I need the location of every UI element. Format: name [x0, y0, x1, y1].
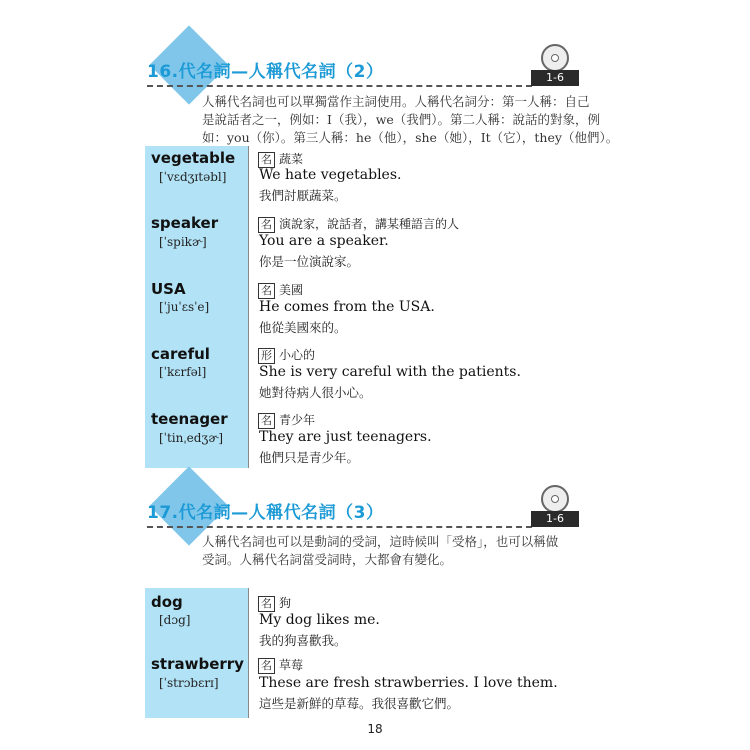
vocab-example-zh: 他們只是青少年。 [259, 450, 360, 465]
vocab-example-zh: 我的狗喜歡我。 [259, 633, 347, 648]
vocab-word: dog [151, 593, 183, 611]
pos-badge: 名 [258, 596, 275, 612]
pos-badge: 名 [258, 658, 275, 674]
vocab-pos [258, 656, 303, 674]
vocab-ipa: [ˈjuˈɛsˈe] [159, 300, 210, 314]
vocab-pos [258, 411, 315, 429]
vocab-word: USA [151, 280, 186, 298]
section-16-divider [147, 85, 532, 87]
vocab-ipa: [ˈspikɚ] [159, 235, 207, 249]
vocab-meaning: 青少年 [279, 413, 316, 427]
vocab-example-en: My dog likes me. [259, 612, 380, 628]
vocab-meaning: 演說家，說話者，講某種語言的人 [279, 217, 460, 231]
vocab-example-en: These are fresh strawberries. I love them. [259, 675, 558, 691]
pos-badge: 名 [258, 217, 275, 233]
pos-badge: 名 [258, 152, 275, 168]
vocab-example-zh: 這些是新鮮的草莓。我很喜歡它們。 [259, 696, 460, 711]
vocab-word: teenager [151, 410, 228, 428]
vocab-pos [258, 281, 303, 299]
vocab-divider-16 [248, 146, 249, 468]
vocab-example-zh: 我們討厭蔬菜。 [259, 188, 347, 203]
vocab-example-zh: 他從美國來的。 [259, 320, 347, 335]
vocab-example-en: We hate vegetables. [259, 167, 402, 183]
page-number: 18 [367, 722, 383, 736]
vocab-ipa: [dɔg] [159, 613, 191, 627]
vocab-meaning: 草莓 [279, 658, 304, 672]
section-16-heading: 16.代名詞—人稱代名詞（2） [147, 62, 384, 82]
section-16-intro-line-1: 人稱代名詞也可以單獨當作主詞使用。人稱代名詞分：第一人稱：自己 [202, 94, 590, 109]
vocab-meaning: 蔬菜 [279, 152, 304, 166]
pos-badge: 名 [258, 413, 275, 429]
vocab-example-zh: 她對待病人很小心。 [259, 385, 372, 400]
vocab-word: vegetable [151, 149, 236, 167]
vocab-example-en: He comes from the USA. [259, 299, 435, 315]
track-badge-16: 1-6 [531, 70, 579, 86]
vocab-ipa: [ˈstrɔbɛrɪ] [159, 676, 219, 690]
vocab-pos [258, 150, 303, 168]
vocab-example-en: You are a speaker. [259, 233, 389, 249]
vocab-pos [258, 346, 315, 364]
vocab-pos [258, 594, 291, 612]
vocab-pos [258, 215, 459, 233]
vocab-word: strawberry [151, 655, 244, 673]
section-17-intro-line-1: 人稱代名詞也可以是動詞的受詞，這時候叫「受格」，也可以稱做 [202, 534, 559, 549]
section-16-intro-line-2: 是說話者之一，例如：I（我），we（我們）。第二人稱：說話的對象，例 [202, 112, 601, 127]
section-16-intro-line-3: 如：you（你）。第三人稱：he（他），she（她），It（它），they（他們）。 [202, 130, 619, 145]
vocab-ipa: [ˈvɛdʒɪtəbl] [159, 170, 227, 184]
pos-badge: 名 [258, 283, 275, 299]
vocab-divider-17 [248, 588, 249, 718]
vocab-example-en: She is very careful with the patients. [259, 364, 521, 380]
vocab-meaning: 小心的 [279, 348, 316, 362]
vocab-example-zh: 你是一位演說家。 [259, 254, 360, 269]
section-17-heading: 17.代名詞—人稱代名詞（3） [147, 503, 384, 523]
track-badge-17: 1-6 [531, 511, 579, 527]
cd-icon [541, 485, 569, 513]
vocab-meaning: 狗 [279, 596, 292, 610]
vocab-ipa: [ˈtinˌedʒɚ] [159, 431, 224, 445]
vocab-example-en: They are just teenagers. [259, 429, 432, 445]
vocab-word: careful [151, 345, 210, 363]
pos-badge: 形 [258, 348, 275, 364]
vocab-word: speaker [151, 214, 219, 232]
vocab-meaning: 美國 [279, 283, 304, 297]
cd-icon [541, 44, 569, 72]
vocab-ipa: [ˈkɛrfəl] [159, 365, 207, 379]
section-17-divider [147, 526, 532, 528]
section-17-intro-line-2: 受詞。人稱代名詞當受詞時，大都會有變化。 [202, 552, 453, 567]
